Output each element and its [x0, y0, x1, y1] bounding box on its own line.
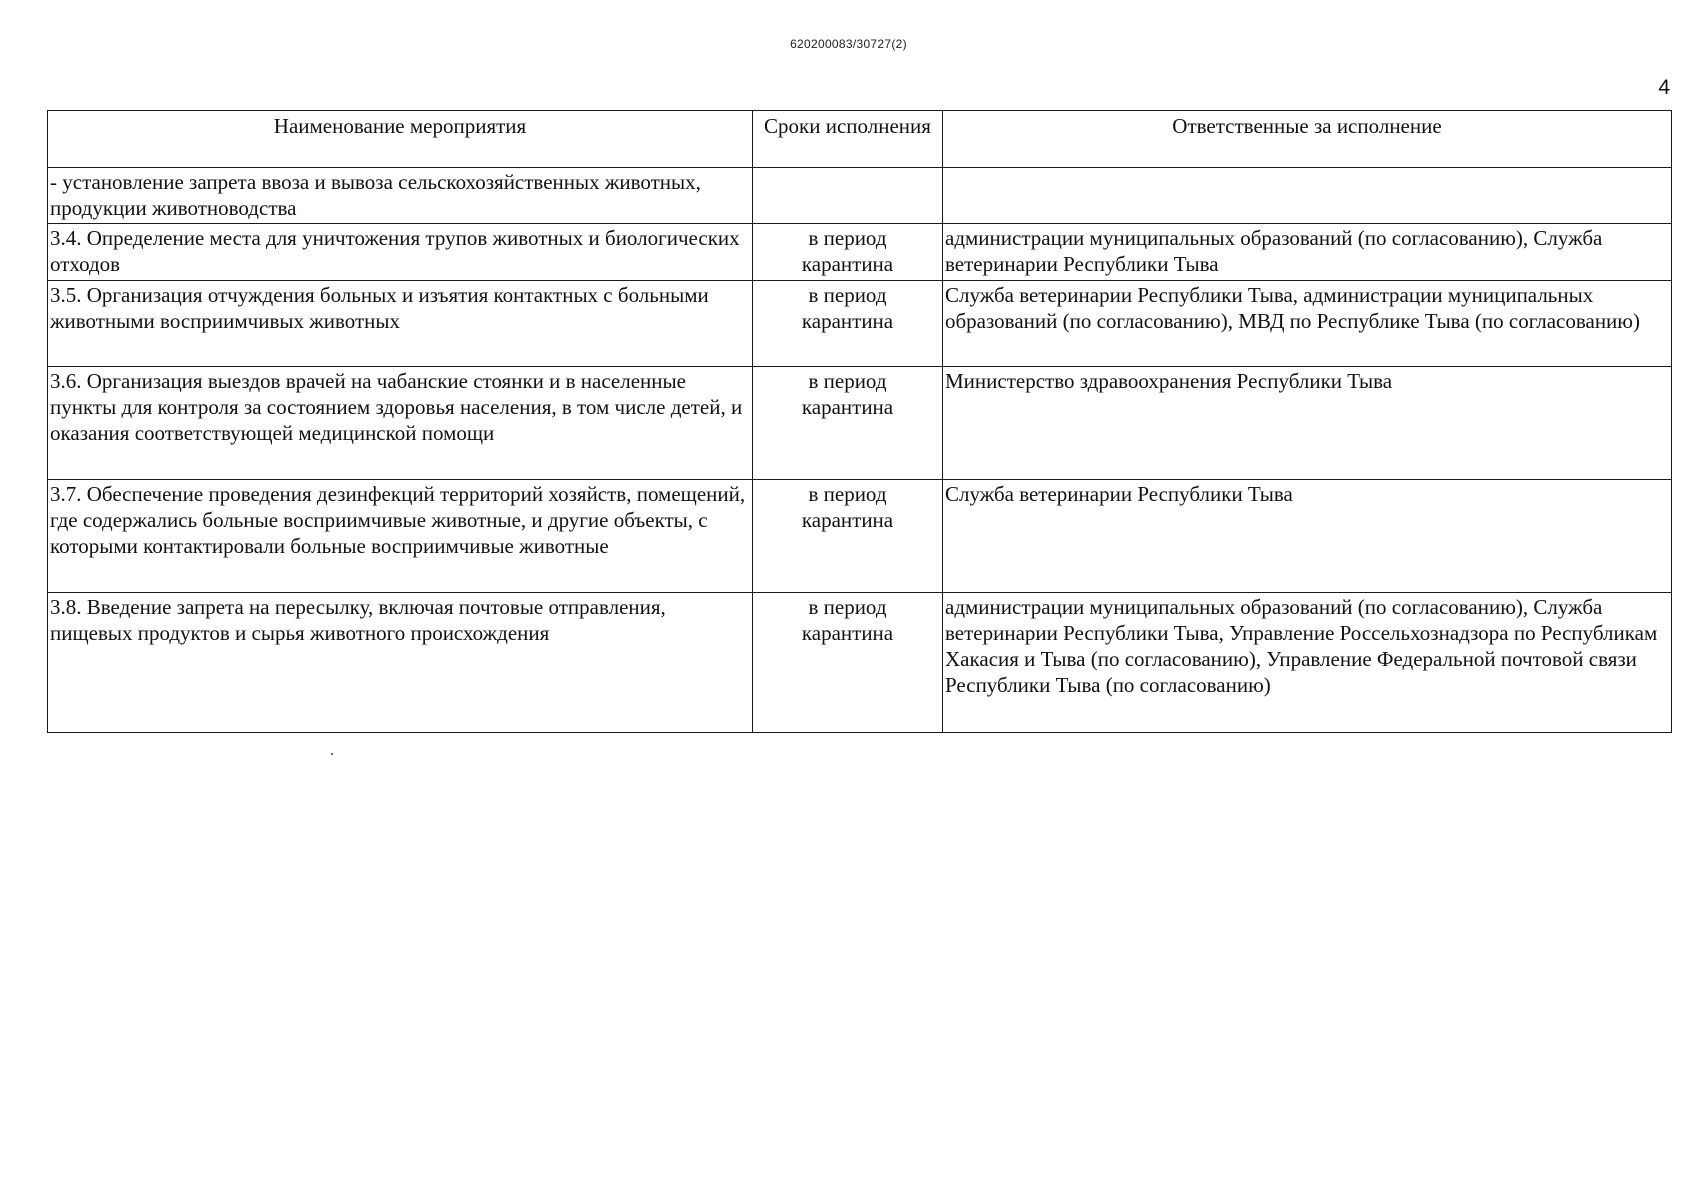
scan-artifact-dot: [331, 753, 333, 755]
deadline-cell: [753, 224, 943, 281]
deadline-line-2: карантина: [801, 508, 894, 532]
document-code: 620200083/30727(2): [790, 37, 907, 51]
table-row: [48, 281, 1672, 367]
measure-name-cell: 3.6. Организация выездов врачей на чабанские стоянки и в населенные пункты для контроля за состоянием здоровья населения, в том числе детей, и оказания соответствующей медицинской помощи: [48, 367, 753, 480]
table-row: [48, 168, 1672, 224]
table-row: [48, 480, 1672, 593]
responsible-cell: Служба ветеринарии Республики Тыва, администрации муниципальных образований (по согласованию), МВД по Республике Тыва (по согласованию): [943, 281, 1672, 367]
header-row: [48, 111, 1672, 168]
measure-name-cell: 3.8. Введение запрета на пересылку, включая почтовые отправления, пищевых продуктов и сырья животного происхождения: [48, 593, 753, 733]
deadline-line-2: карантина: [801, 621, 894, 645]
responsible-cell: [943, 168, 1672, 224]
measure-name-cell: 3.5. Организация отчуждения больных и изъятия контактных с больными животными восприимчивых животных: [48, 281, 753, 367]
deadline-cell: [753, 168, 943, 224]
responsible-cell: Служба ветеринарии Республики Тыва: [943, 480, 1672, 593]
deadline-line-1: в период: [808, 283, 887, 307]
deadline-cell: [753, 281, 943, 367]
table-header: [48, 111, 1672, 168]
table-row: [48, 367, 1672, 480]
deadline-line-1: в период: [808, 482, 887, 506]
page-number: 4: [1658, 76, 1670, 99]
measures-table: [47, 110, 1672, 733]
measure-name-cell: 3.7. Обеспечение проведения дезинфекций территорий хозяйств, помещений, где содержались больные восприимчивые животные, и другие объекты, с которыми контактировали больные восприимчивые животные: [48, 480, 753, 593]
measure-name-cell: - установление запрета ввоза и вывоза сельскохозяйственных животных, продукции животноводства: [48, 168, 753, 224]
responsible-cell: Министерство здравоохранения Республики Тыва: [943, 367, 1672, 480]
column-header-measure-name: Наименование мероприятия: [48, 111, 753, 168]
responsible-cell: администрации муниципальных образований (по согласованию), Служба ветеринарии Республики Тыва: [943, 224, 1672, 281]
deadline-cell: [753, 367, 943, 480]
deadline-line-2: карантина: [801, 395, 894, 419]
table-body: [48, 168, 1672, 733]
deadline-line-1: в период: [808, 369, 887, 393]
table-row: [48, 593, 1672, 733]
column-header-responsible: Ответственные за исполнение: [943, 111, 1672, 168]
deadline-line-2: карантина: [801, 309, 894, 333]
deadline-cell: [753, 593, 943, 733]
deadline-line-1: в период: [808, 595, 887, 619]
measure-name-cell: 3.4. Определение места для уничтожения трупов животных и биологических отходов: [48, 224, 753, 281]
deadline-cell: [753, 480, 943, 593]
column-header-deadline: Сроки исполнения: [753, 111, 943, 168]
deadline-line-2: карантина: [801, 252, 894, 276]
deadline-line-1: в период: [808, 226, 887, 250]
responsible-cell: администрации муниципальных образований (по согласованию), Служба ветеринарии Республики Тыва, Управление Россельхознадзора по Республикам Хакасия и Тыва (по согласованию), Управление Федеральной почтовой связи Республики Тыва (по согласованию): [943, 593, 1672, 733]
table-row: [48, 224, 1672, 281]
